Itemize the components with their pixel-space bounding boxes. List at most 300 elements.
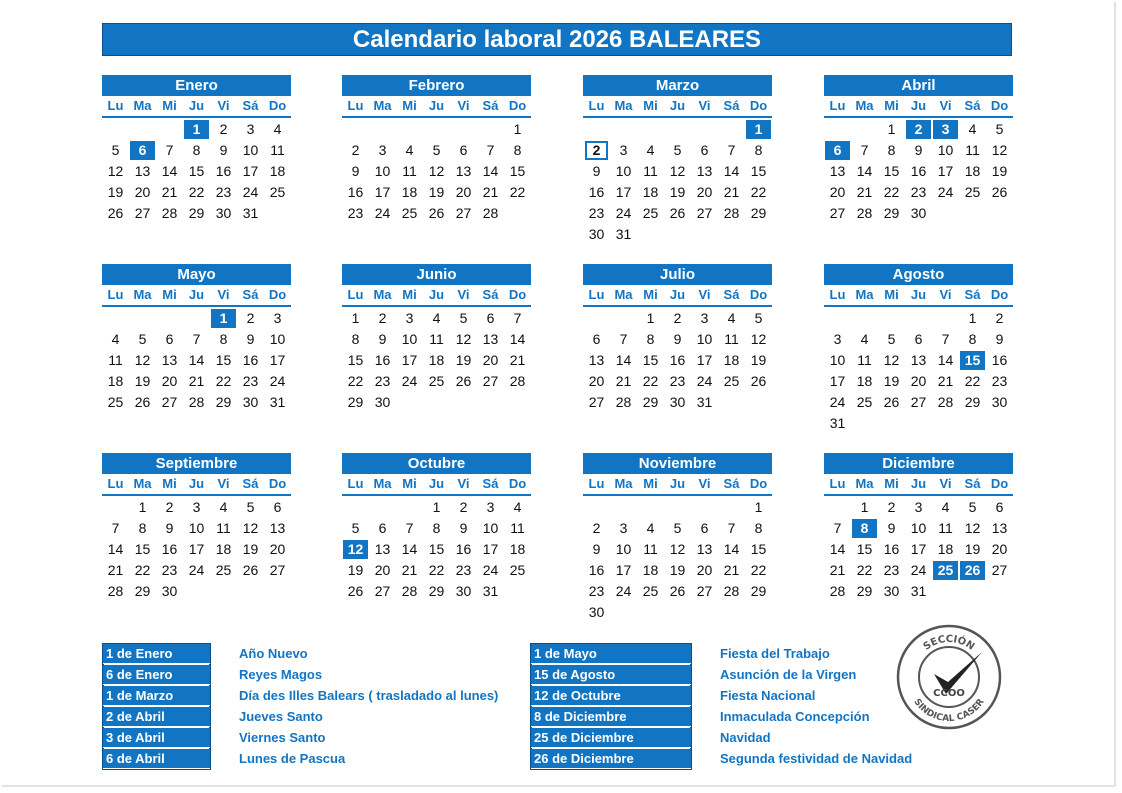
- month-header: Julio: [583, 264, 772, 285]
- day-cell: 25: [428, 373, 445, 389]
- empty-cell: [610, 308, 637, 329]
- weekday-row: [342, 96, 531, 118]
- day-cell: 19: [428, 184, 445, 200]
- day-cell: 28: [107, 583, 124, 599]
- day-cell: 17: [374, 184, 391, 200]
- weekday-label: Ju: [428, 287, 445, 302]
- day-cell: 29: [215, 394, 232, 410]
- day-cell: 12: [883, 352, 900, 368]
- day-cell: 25: [107, 394, 124, 410]
- day-cell: 10: [910, 520, 927, 536]
- day-cell: 12: [669, 163, 686, 179]
- day-cell: 24: [696, 373, 713, 389]
- empty-cell: [932, 308, 959, 329]
- legend-date: 6 de Abril: [103, 749, 210, 769]
- weekday-label: Do: [268, 287, 287, 302]
- empty-cell: [156, 308, 183, 329]
- day-cell: 14: [937, 352, 954, 368]
- day-cell: 24: [374, 205, 391, 221]
- legend-description: Reyes Magos: [239, 667, 323, 682]
- day-cell: 19: [883, 373, 900, 389]
- day-cell: 22: [750, 562, 767, 578]
- weekday-label: Lu: [347, 476, 364, 491]
- weekday-label: Vi: [939, 287, 952, 302]
- weekday-label: Lu: [107, 476, 124, 491]
- day-cell: 10: [401, 331, 418, 347]
- empty-cell: [824, 119, 851, 140]
- day-cell: 9: [914, 142, 923, 158]
- day-grid: [583, 119, 772, 245]
- legend-date: 26 de Diciembre: [531, 749, 691, 769]
- day-cell: 28: [188, 394, 205, 410]
- day-cell: 18: [107, 373, 124, 389]
- month-enero: [102, 75, 291, 224]
- svg-text:SECCIÓN: SECCIÓN: [921, 633, 977, 653]
- day-cell: 8: [754, 142, 763, 158]
- holiday-day-cell: 8: [852, 519, 877, 538]
- weekday-label: Ma: [373, 98, 392, 113]
- empty-cell: [423, 119, 450, 140]
- day-cell: 17: [615, 562, 632, 578]
- day-cell: 19: [964, 541, 981, 557]
- day-cell: 9: [673, 331, 682, 347]
- holiday-day-cell: 6: [130, 141, 155, 160]
- day-cell: 6: [378, 520, 387, 536]
- weekday-label: Ju: [188, 287, 205, 302]
- empty-cell: [637, 497, 664, 518]
- day-cell: 24: [937, 184, 954, 200]
- day-cell: 15: [883, 163, 900, 179]
- day-cell: 8: [432, 520, 441, 536]
- day-cell: 27: [482, 373, 499, 389]
- day-cell: 29: [750, 583, 767, 599]
- day-cell: 6: [592, 331, 601, 347]
- day-cell: 5: [459, 310, 468, 326]
- day-cell: 10: [242, 142, 259, 158]
- month-header: Septiembre: [102, 453, 291, 474]
- weekday-label: Mi: [884, 476, 899, 491]
- day-cell: 11: [965, 142, 980, 158]
- weekday-label: Do: [268, 98, 287, 113]
- day-cell: 11: [270, 142, 285, 158]
- weekday-label: Do: [749, 98, 768, 113]
- day-cell: 30: [161, 583, 178, 599]
- empty-cell: [102, 308, 129, 329]
- day-cell: 31: [696, 394, 713, 410]
- legend-date: 6 de Enero: [103, 665, 210, 685]
- svg-text:CCOO: CCOO: [933, 688, 965, 699]
- day-cell: 26: [883, 394, 900, 410]
- day-cell: 7: [619, 331, 628, 347]
- month-header: Junio: [342, 264, 531, 285]
- day-cell: 24: [188, 562, 205, 578]
- day-cell: 22: [856, 562, 873, 578]
- weekday-row: [583, 474, 772, 496]
- weekday-label: Do: [508, 476, 527, 491]
- day-cell: 4: [968, 121, 977, 137]
- weekday-label: Vi: [457, 476, 470, 491]
- day-cell: 21: [615, 373, 632, 389]
- day-cell: 31: [910, 583, 927, 599]
- weekday-label: Vi: [698, 287, 711, 302]
- weekday-label: Lu: [829, 287, 846, 302]
- weekday-row: [102, 474, 291, 496]
- day-cell: 18: [642, 184, 659, 200]
- empty-cell: [102, 119, 129, 140]
- weekday-label: Do: [268, 476, 287, 491]
- day-cell: 6: [700, 520, 709, 536]
- day-cell: 17: [615, 184, 632, 200]
- empty-cell: [851, 308, 878, 329]
- empty-cell: [878, 308, 905, 329]
- day-cell: 23: [455, 562, 472, 578]
- day-cell: 3: [405, 310, 414, 326]
- empty-cell: [664, 119, 691, 140]
- legend-description: Jueves Santo: [239, 709, 323, 724]
- day-cell: 19: [455, 352, 472, 368]
- holiday-day-cell: 12: [343, 540, 368, 559]
- empty-cell: [396, 497, 423, 518]
- weekday-label: Ju: [188, 476, 205, 491]
- weekday-label: Mi: [162, 98, 177, 113]
- day-cell: 2: [887, 499, 896, 515]
- day-cell: 14: [107, 541, 124, 557]
- holiday-day-cell: 26: [960, 561, 985, 580]
- day-cell: 4: [513, 499, 522, 515]
- day-cell: 13: [991, 520, 1008, 536]
- empty-cell: [691, 119, 718, 140]
- day-cell: 23: [242, 373, 259, 389]
- weekday-label: Vi: [457, 287, 470, 302]
- month-header: Noviembre: [583, 453, 772, 474]
- day-cell: 27: [374, 583, 391, 599]
- day-cell: 7: [941, 331, 950, 347]
- weekday-row: [102, 285, 291, 307]
- day-grid: [342, 497, 531, 602]
- day-cell: 18: [964, 163, 981, 179]
- day-cell: 19: [669, 184, 686, 200]
- day-cell: 14: [856, 163, 873, 179]
- day-cell: 12: [134, 352, 151, 368]
- weekday-row: [583, 285, 772, 307]
- weekday-label: Ju: [910, 287, 927, 302]
- weekday-row: [824, 474, 1013, 496]
- day-cell: 22: [347, 373, 364, 389]
- weekday-label: Do: [990, 287, 1009, 302]
- day-grid: [342, 308, 531, 413]
- day-cell: 27: [455, 205, 472, 221]
- day-cell: 21: [401, 562, 418, 578]
- weekday-label: Lu: [347, 98, 364, 113]
- day-cell: 23: [588, 205, 605, 221]
- day-cell: 29: [428, 583, 445, 599]
- day-cell: 18: [856, 373, 873, 389]
- weekday-label: Sá: [482, 287, 499, 302]
- day-cell: 19: [750, 352, 767, 368]
- day-cell: 23: [588, 583, 605, 599]
- day-cell: 22: [964, 373, 981, 389]
- weekday-label: Ma: [855, 476, 874, 491]
- day-cell: 12: [428, 163, 445, 179]
- empty-cell: [851, 119, 878, 140]
- weekday-label: Sá: [482, 98, 499, 113]
- legend-description: Viernes Santo: [239, 730, 326, 745]
- day-cell: 29: [188, 205, 205, 221]
- empty-cell: [183, 308, 210, 329]
- day-cell: 14: [829, 541, 846, 557]
- day-cell: 20: [455, 184, 472, 200]
- day-cell: 8: [138, 520, 147, 536]
- day-cell: 11: [402, 163, 417, 179]
- day-cell: 20: [588, 373, 605, 389]
- day-cell: 26: [242, 562, 259, 578]
- weekday-label: Lu: [107, 287, 124, 302]
- holiday-day-cell: 1: [184, 120, 209, 139]
- day-cell: 25: [856, 394, 873, 410]
- day-cell: 3: [700, 310, 709, 326]
- day-cell: 3: [619, 142, 628, 158]
- day-cell: 3: [486, 499, 495, 515]
- day-cell: 3: [246, 121, 255, 137]
- day-cell: 24: [615, 583, 632, 599]
- weekday-label: Ma: [855, 98, 874, 113]
- day-cell: 26: [750, 373, 767, 389]
- day-cell: 7: [833, 520, 842, 536]
- day-cell: 17: [188, 541, 205, 557]
- day-cell: 19: [669, 562, 686, 578]
- day-cell: 26: [134, 394, 151, 410]
- day-cell: 28: [615, 394, 632, 410]
- day-cell: 1: [860, 499, 869, 515]
- day-cell: 21: [856, 184, 873, 200]
- legend-date: 12 de Octubre: [531, 686, 691, 706]
- day-cell: 16: [374, 352, 391, 368]
- day-cell: 12: [750, 331, 767, 347]
- day-cell: 13: [829, 163, 846, 179]
- day-cell: 5: [673, 142, 682, 158]
- day-cell: 30: [215, 205, 232, 221]
- month-header: Mayo: [102, 264, 291, 285]
- day-cell: 30: [910, 205, 927, 221]
- weekday-label: Lu: [588, 98, 605, 113]
- day-cell: 13: [269, 520, 286, 536]
- day-cell: 5: [995, 121, 1004, 137]
- empty-cell: [102, 497, 129, 518]
- day-cell: 11: [108, 352, 123, 368]
- day-cell: 6: [165, 331, 174, 347]
- weekday-label: Ju: [669, 98, 686, 113]
- weekday-label: Sá: [242, 287, 259, 302]
- day-cell: 8: [646, 331, 655, 347]
- weekday-label: Vi: [698, 476, 711, 491]
- day-cell: 27: [588, 394, 605, 410]
- day-cell: 27: [696, 583, 713, 599]
- day-cell: 2: [585, 141, 608, 160]
- day-cell: 4: [273, 121, 282, 137]
- weekday-label: Mi: [884, 287, 899, 302]
- day-cell: 22: [215, 373, 232, 389]
- day-cell: 4: [860, 331, 869, 347]
- day-cell: 12: [669, 541, 686, 557]
- weekday-label: Mi: [402, 476, 417, 491]
- legend-date: 25 de Diciembre: [531, 728, 691, 748]
- day-cell: 25: [401, 205, 418, 221]
- day-cell: 13: [374, 541, 391, 557]
- weekday-label: Lu: [829, 476, 846, 491]
- weekday-label: Do: [749, 287, 768, 302]
- day-cell: 5: [111, 142, 120, 158]
- day-cell: 27: [161, 394, 178, 410]
- day-cell: 30: [883, 583, 900, 599]
- day-cell: 16: [347, 184, 364, 200]
- empty-cell: [637, 119, 664, 140]
- weekday-label: Mi: [643, 476, 658, 491]
- day-cell: 9: [378, 331, 387, 347]
- day-cell: 18: [937, 541, 954, 557]
- day-cell: 15: [750, 541, 767, 557]
- weekday-label: Ju: [428, 476, 445, 491]
- holiday-day-cell: 25: [933, 561, 958, 580]
- day-cell: 5: [673, 520, 682, 536]
- day-cell: 15: [215, 352, 232, 368]
- day-cell: 30: [588, 604, 605, 620]
- weekday-row: [583, 96, 772, 118]
- day-cell: 22: [134, 562, 151, 578]
- day-cell: 7: [165, 142, 174, 158]
- weekday-row: [824, 285, 1013, 307]
- holiday-day-cell: 1: [211, 309, 236, 328]
- day-cell: 1: [351, 310, 360, 326]
- weekday-label: Ma: [373, 287, 392, 302]
- day-cell: 17: [937, 163, 954, 179]
- day-cell: 2: [378, 310, 387, 326]
- weekday-label: Ju: [910, 98, 927, 113]
- day-cell: 7: [405, 520, 414, 536]
- day-cell: 18: [269, 163, 286, 179]
- empty-cell: [610, 119, 637, 140]
- day-cell: 7: [727, 142, 736, 158]
- day-cell: 21: [188, 373, 205, 389]
- empty-cell: [396, 119, 423, 140]
- day-cell: 29: [750, 205, 767, 221]
- day-cell: 18: [509, 541, 526, 557]
- weekday-label: Sá: [242, 476, 259, 491]
- month-diciembre: [824, 453, 1013, 602]
- day-cell: 3: [914, 499, 923, 515]
- legend-description: Día des Illes Balears ( trasladado al lunes): [239, 688, 499, 703]
- weekday-label: Mi: [402, 98, 417, 113]
- holiday-day-cell: 1: [746, 120, 771, 139]
- day-cell: 25: [215, 562, 232, 578]
- day-cell: 30: [588, 226, 605, 242]
- day-grid: [102, 119, 291, 224]
- day-cell: 8: [219, 331, 228, 347]
- day-cell: 21: [509, 352, 526, 368]
- day-cell: 16: [991, 352, 1008, 368]
- day-cell: 9: [459, 520, 468, 536]
- day-cell: 5: [968, 499, 977, 515]
- day-cell: 28: [723, 205, 740, 221]
- day-cell: 26: [669, 205, 686, 221]
- weekday-label: Vi: [217, 287, 230, 302]
- day-cell: 1: [513, 121, 522, 137]
- day-cell: 28: [723, 583, 740, 599]
- weekday-label: Ju: [669, 476, 686, 491]
- empty-cell: [583, 497, 610, 518]
- month-header: Agosto: [824, 264, 1013, 285]
- day-cell: 12: [455, 331, 472, 347]
- weekday-label: Lu: [829, 98, 846, 113]
- day-cell: 21: [937, 373, 954, 389]
- day-cell: 7: [513, 310, 522, 326]
- day-cell: 20: [269, 541, 286, 557]
- day-cell: 6: [914, 331, 923, 347]
- day-cell: 4: [646, 520, 655, 536]
- day-cell: 25: [642, 205, 659, 221]
- day-grid: [102, 308, 291, 413]
- weekday-label: Ma: [614, 287, 633, 302]
- day-cell: 25: [269, 184, 286, 200]
- day-cell: 4: [646, 142, 655, 158]
- weekday-label: Sá: [964, 287, 981, 302]
- day-cell: 26: [669, 583, 686, 599]
- weekday-label: Sá: [482, 476, 499, 491]
- day-cell: 23: [910, 184, 927, 200]
- day-cell: 12: [991, 142, 1008, 158]
- day-cell: 12: [242, 520, 259, 536]
- weekday-label: Sá: [723, 476, 740, 491]
- holiday-day-cell: 2: [906, 120, 931, 139]
- day-cell: 23: [161, 562, 178, 578]
- legend-date: 8 de Diciembre: [531, 707, 691, 727]
- day-cell: 9: [592, 541, 601, 557]
- weekday-label: Mi: [884, 98, 899, 113]
- month-header: Marzo: [583, 75, 772, 96]
- month-octubre: [342, 453, 531, 602]
- day-cell: 24: [269, 373, 286, 389]
- day-cell: 8: [513, 142, 522, 158]
- day-cell: 16: [883, 541, 900, 557]
- day-cell: 23: [991, 373, 1008, 389]
- legend-description: Inmaculada Concepción: [720, 709, 870, 724]
- day-cell: 25: [964, 184, 981, 200]
- day-cell: 1: [646, 310, 655, 326]
- weekday-label: Sá: [242, 98, 259, 113]
- month-header: Abril: [824, 75, 1013, 96]
- day-cell: 16: [215, 163, 232, 179]
- day-cell: 23: [374, 373, 391, 389]
- day-cell: 14: [188, 352, 205, 368]
- day-cell: 25: [642, 583, 659, 599]
- day-grid: [824, 497, 1013, 602]
- day-cell: 30: [242, 394, 259, 410]
- day-cell: 16: [669, 352, 686, 368]
- weekday-label: Mi: [643, 98, 658, 113]
- legend-description: Navidad: [720, 730, 771, 745]
- weekday-label: Vi: [217, 476, 230, 491]
- day-cell: 17: [242, 163, 259, 179]
- empty-cell: [824, 497, 851, 518]
- day-cell: 21: [482, 184, 499, 200]
- weekday-label: Sá: [723, 98, 740, 113]
- month-febrero: [342, 75, 531, 224]
- day-cell: 20: [991, 541, 1008, 557]
- day-cell: 29: [134, 583, 151, 599]
- day-cell: 10: [615, 541, 632, 557]
- weekday-label: Mi: [402, 287, 417, 302]
- weekday-label: Ma: [614, 98, 633, 113]
- month-marzo: [583, 75, 772, 245]
